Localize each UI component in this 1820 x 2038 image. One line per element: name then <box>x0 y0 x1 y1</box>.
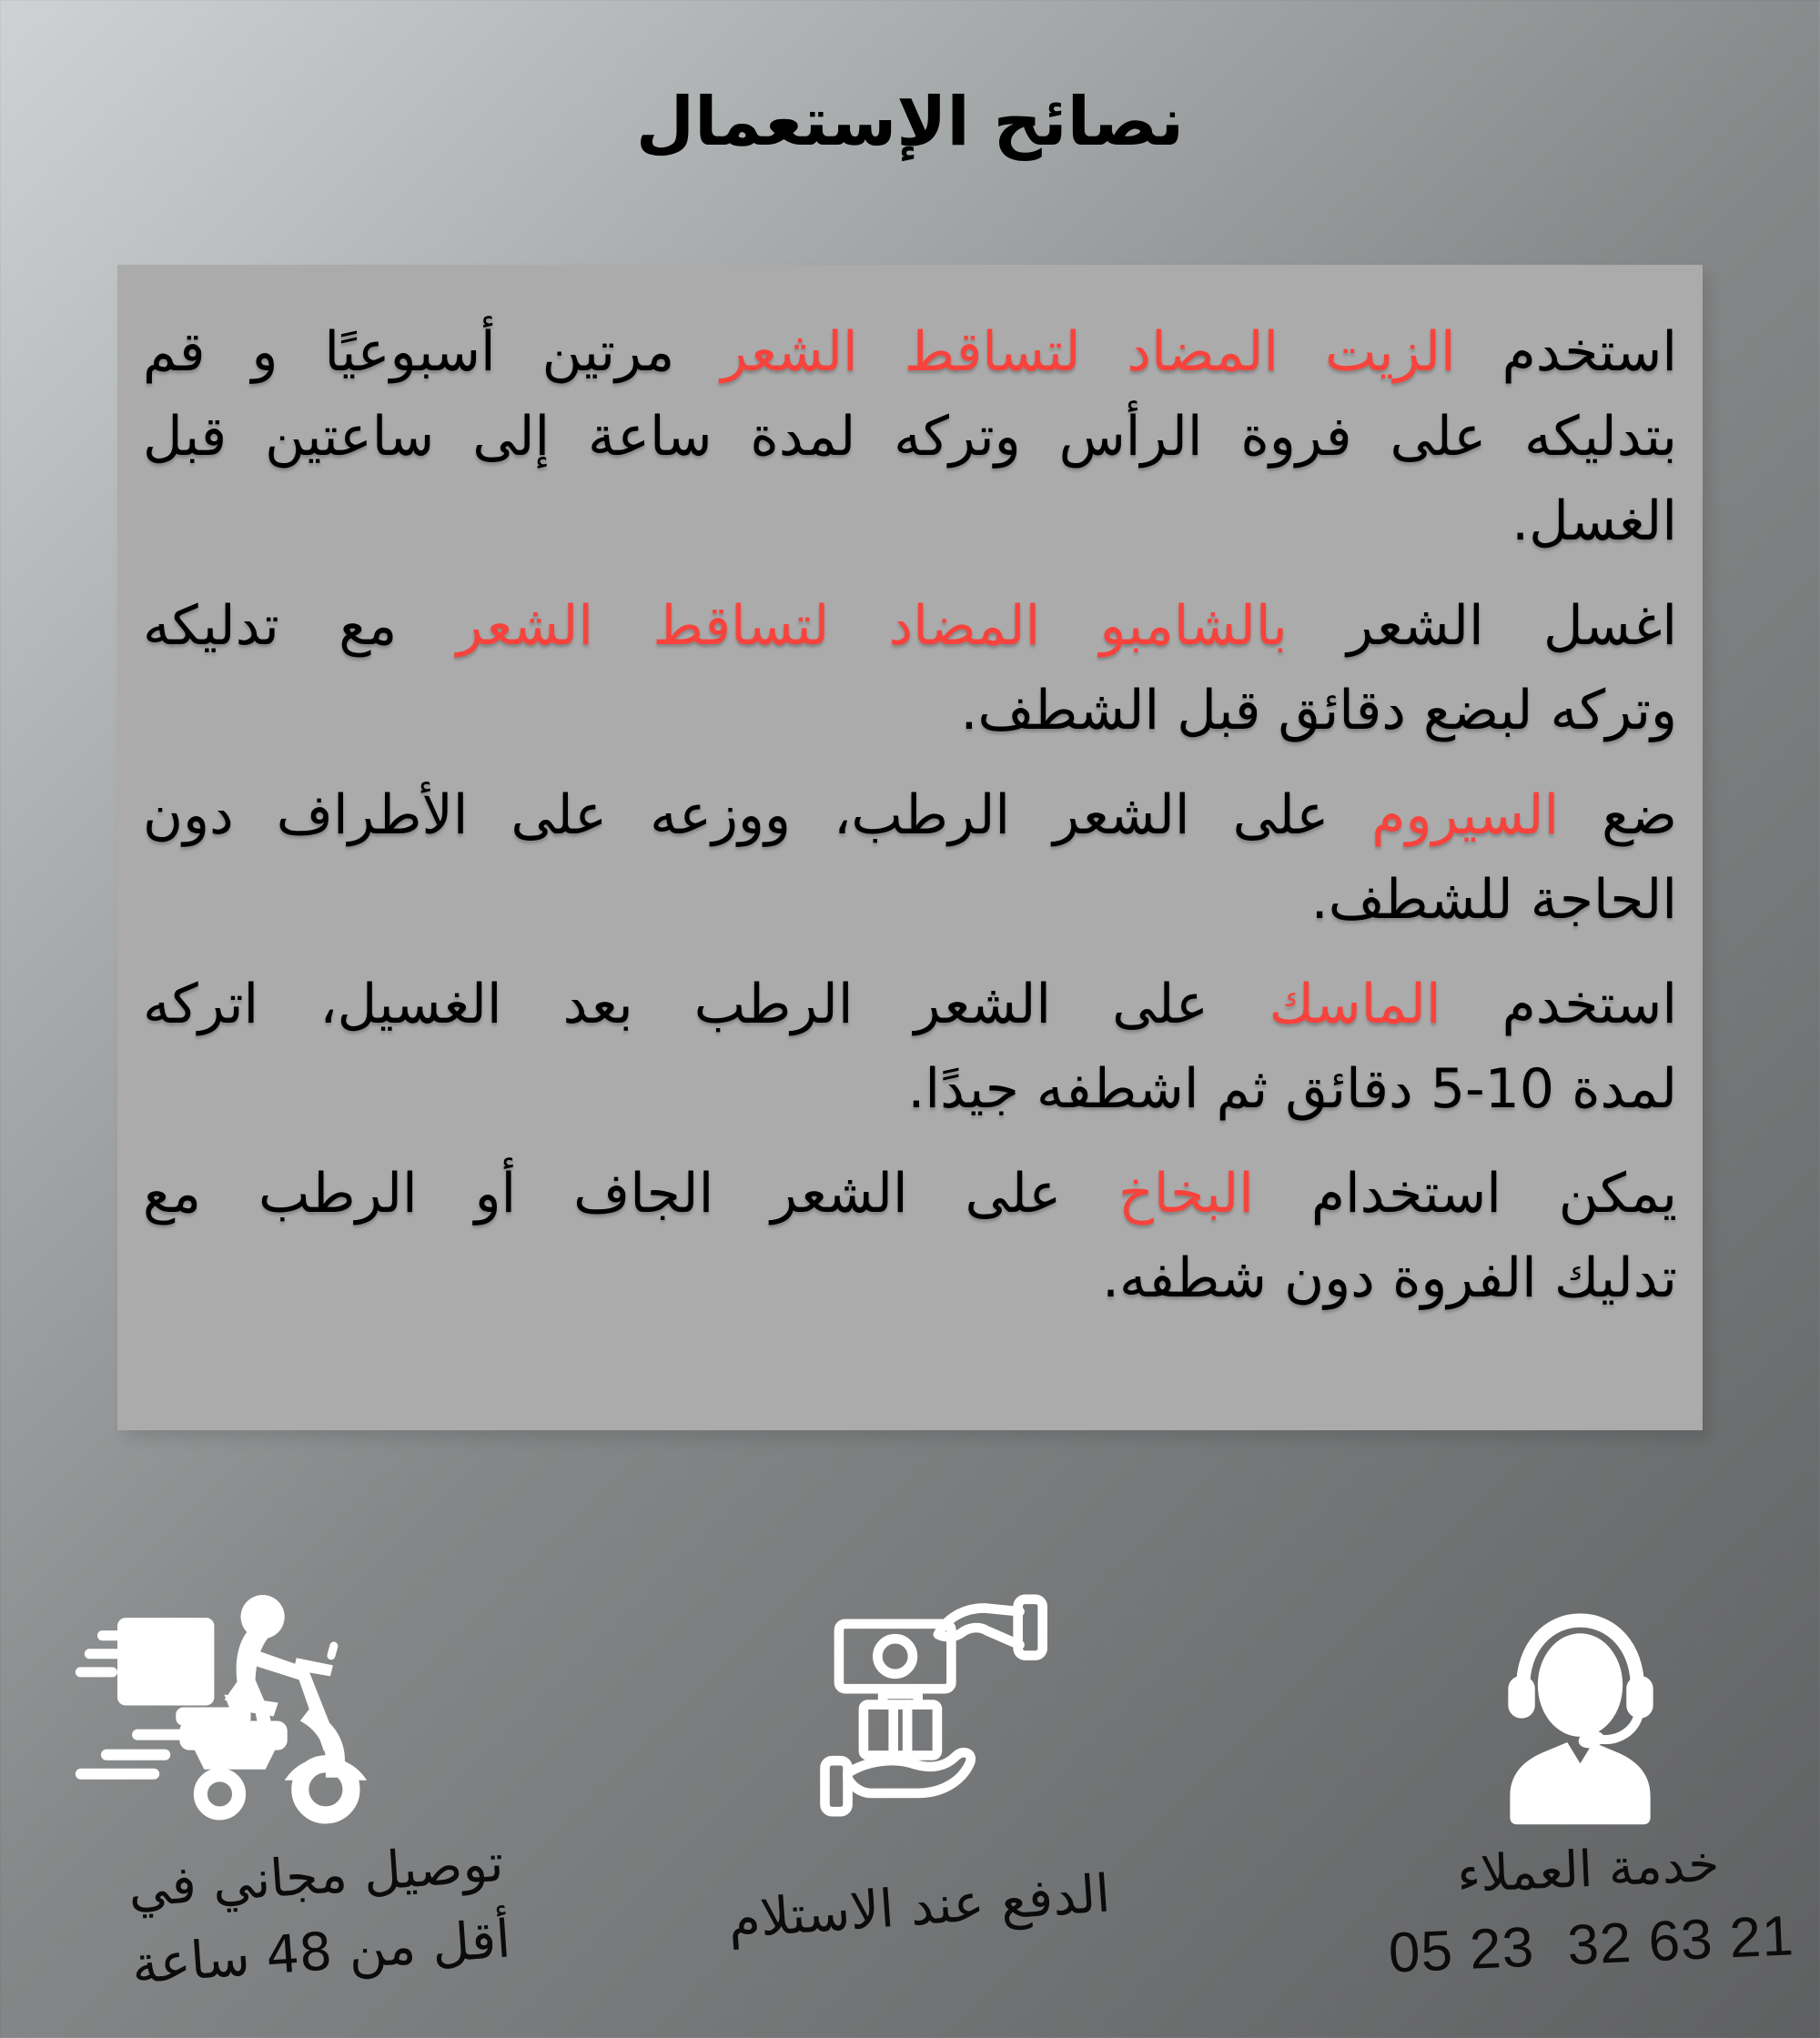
tip-text: على الشعر الرطب بعد الغسيل، اتركه <box>143 973 1269 1036</box>
tip-text: ضع <box>1559 783 1677 847</box>
tip-highlight: الماسك <box>1269 973 1441 1036</box>
tip-line <box>143 584 1677 669</box>
delivery-label-line1: توصيل مجاني في <box>126 1832 506 1920</box>
cash-on-delivery-label <box>635 1851 1203 1962</box>
tip-highlight: البخاخ <box>1118 1162 1254 1226</box>
tip-line <box>143 773 1677 858</box>
tip-text: على الشعر الجاف أو الرطب مع <box>143 1162 1119 1226</box>
tip-line <box>143 1047 1677 1132</box>
cash-on-delivery-icon <box>813 1588 1058 1822</box>
tip-text: مرتين أسبوعيًا و قم <box>143 320 722 384</box>
tip-text: وتركه لبضع دقائق قبل الشطف. <box>960 679 1677 742</box>
tip-line <box>143 395 1677 479</box>
tip-highlight: السيروم <box>1371 783 1560 847</box>
tip-line <box>143 963 1677 1047</box>
tip-line <box>143 479 1677 564</box>
tip-text: الغسل. <box>1512 489 1677 553</box>
delivery-scooter-icon <box>73 1592 389 1825</box>
tip-text: بتدليكه على فروة الرأس وتركه لمدة ساعة إلى ساعتين قبل <box>143 405 1677 469</box>
tip-text: لمدة 10-5 دقائق ثم اشطفه جيدًا. <box>907 1057 1677 1121</box>
customer-service-label <box>1305 1824 1820 1991</box>
tip-text: تدليك الفروة دون شطفه. <box>1101 1246 1677 1310</box>
tip-line <box>143 669 1677 753</box>
tip-text: الحاجة للشطف. <box>1310 868 1677 932</box>
tip-line <box>143 1236 1677 1321</box>
tip-highlight: الزيت المضاد لتساقط الشعر <box>721 320 1456 384</box>
delivery-label-line2: أقل من 48 ساعة <box>129 1909 513 1996</box>
support-phone-number: 05 23 32 63 21 <box>1387 1904 1796 1985</box>
tip-highlight: بالشامبو المضاد لتساقط الشعر <box>456 594 1288 658</box>
support-label-line1: خدمة العملاء <box>1455 1833 1721 1904</box>
tip-line <box>143 310 1677 395</box>
tip-text: يمكن استخدام <box>1253 1162 1677 1226</box>
customer-service-icon <box>1486 1599 1675 1827</box>
tip-text: استخدم <box>1441 973 1677 1036</box>
tip-text: على الشعر الرطب، ووزعه على الأطراف دون <box>143 783 1372 847</box>
tip-line <box>143 1152 1677 1236</box>
page-title: نصائح الإستعمال <box>635 83 1185 161</box>
tip-line <box>143 858 1677 943</box>
tip-text: مع تدليكه <box>143 594 457 658</box>
delivery-label <box>32 1819 605 2011</box>
cod-label-line1: الدفع عند الاستلام <box>725 1863 1113 1951</box>
tip-text: اغسل الشعر <box>1287 594 1677 658</box>
tip-text: استخدم <box>1455 320 1677 384</box>
tips-panel <box>117 265 1703 1430</box>
